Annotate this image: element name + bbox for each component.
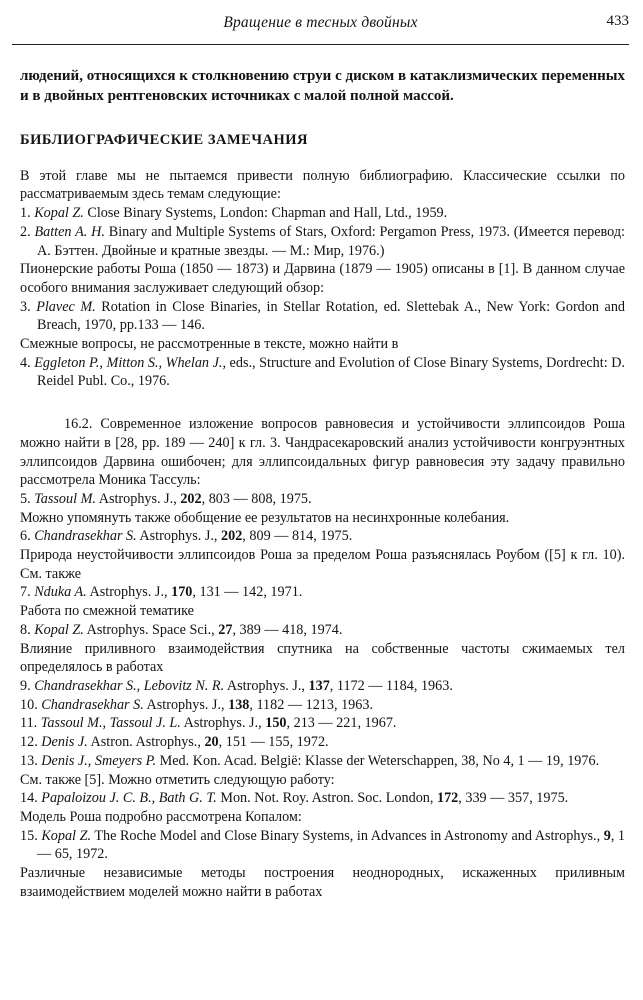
reference-item <box>20 298 625 335</box>
reference-author: Tassoul M. <box>34 490 96 507</box>
reference-item <box>20 789 625 808</box>
spacer <box>20 391 625 415</box>
reference-author: Kopal Z. <box>41 827 92 844</box>
reference-item <box>20 223 625 260</box>
bibliography-notes <box>20 167 625 902</box>
note-paragraph: Смежные вопросы, не рассмотренные в тексте, можно найти в <box>20 336 399 353</box>
reference-volume: 202 <box>180 490 202 507</box>
reference-number: 9. <box>20 677 31 694</box>
reference-number: 11. <box>20 715 38 732</box>
reference-item <box>20 354 625 391</box>
reference-pages: , 809 — 814, 1975. <box>242 528 353 545</box>
page-header <box>12 10 629 45</box>
reference-volume: 27 <box>218 621 233 638</box>
reference-author: Papaloizou J. C. B., Bath G. T. <box>41 790 217 807</box>
reference-author: Chandrasekhar S. <box>34 528 137 545</box>
reference-source: Med. Kon. Acad. België: Klasse der Weterschappen, 38, No 4, 1 — 19, 1976. <box>156 752 600 769</box>
reference-source: Mon. Not. Roy. Astron. Soc. London, <box>216 790 437 807</box>
reference-source: The Roche Model and Close Binary Systems, in Advances in Astronomy and Astrophys., <box>91 827 604 844</box>
section-heading: БИБЛИОГРАФИЧЕСКИЕ ЗАМЕЧАНИЯ <box>20 132 308 148</box>
reference-author: Plavec M. <box>36 298 96 315</box>
reference-author: Tassoul M., Tassoul J. L. <box>40 715 181 732</box>
reference-volume: 137 <box>308 677 330 694</box>
reference-item <box>20 752 625 771</box>
note-paragraph: Можно упомянуть также обобщение ее результатов на несинхронные колебания. <box>20 509 510 526</box>
note-paragraph: Природа неустойчивости эллипсоидов Роша за пределом Роша разъяснялась Роубом ([5] к гл. 10). См. также <box>20 547 625 582</box>
reference-item <box>20 583 625 602</box>
reference-number: 10. <box>20 696 38 713</box>
note-paragraph: Различные независимые методы построения неоднородных, искаженных приливным взаимодействием моделей можно найти в работах <box>20 865 625 900</box>
reference-number: 2. <box>20 223 31 240</box>
reference-pages: , 213 — 221, 1967. <box>286 715 397 732</box>
reference-number: 14. <box>20 790 38 807</box>
reference-pages: , 1172 — 1184, 1963. <box>329 677 453 694</box>
note-paragraph: Модель Роша подробно рассмотрена Копалом: <box>20 808 302 825</box>
reference-source: Astrophys. J., <box>95 490 181 507</box>
reference-source: Astrophys. J., <box>180 715 266 732</box>
reference-number: 13. <box>20 752 38 769</box>
reference-source: Rotation in Close Binaries, in Stellar Rotation, ed. Slettebak A., New York: Gordon and Breach, 1970, pp.133 — 146. <box>37 298 626 334</box>
reference-source: Astrophys. J., <box>143 696 229 713</box>
reference-author: Kopal Z. <box>34 621 84 638</box>
reference-source: Astron. Astrophys., <box>87 734 205 751</box>
note-paragraph: Влияние приливного взаимодействия спутника на собственные частоты сжимаемых тел определялось в работах <box>20 640 625 676</box>
reference-number: 1. <box>20 205 31 222</box>
reference-number: 5. <box>20 490 31 507</box>
reference-number: 6. <box>20 528 31 545</box>
reference-volume: 9 <box>603 827 611 844</box>
reference-number: 3. <box>20 298 31 315</box>
reference-source: Close Binary Systems, London: Chapman and Hall, Ltd., 1959. <box>83 205 448 222</box>
reference-item <box>20 677 625 696</box>
page-body <box>20 66 625 901</box>
reference-item <box>20 714 625 733</box>
reference-author: Eggleton P., Mitton S., Whelan J. <box>34 354 223 371</box>
reference-pages: , 339 — 357, 1975. <box>458 790 569 807</box>
reference-number: 8. <box>20 621 31 638</box>
reference-author: Nduka A. <box>34 584 87 601</box>
reference-author: Batten A. H. <box>34 223 105 240</box>
reference-pages: , 389 — 418, 1974. <box>232 621 343 638</box>
reference-source: Astrophys. J., <box>224 677 309 694</box>
reference-volume: 170 <box>171 584 193 601</box>
reference-source: , eds., Structure and Evolution of Close Binary Systems, Dordrecht: D. Reidel Publ. Co., 1976. <box>37 354 625 390</box>
note-paragraph: 16.2. Современное изложение вопросов равновесия и устойчивости эллипсоидов Роша можно найти в [28, pp. 189 — 240] к гл. 3. Чандрасекаровский анализ устойчивости конгруэнтных эллипсоидов Дарвина ошибочен; для эллипсоидальных фигур равновесия эту задачу правильно рассмотрела Моника Тассуль: <box>20 416 625 489</box>
reference-author: Chandrasekhar S. <box>41 696 144 713</box>
reference-author: Chandrasekhar S., Lebovitz N. R. <box>34 677 225 694</box>
note-paragraph: См. также [5]. Можно отметить следующую работу: <box>20 771 335 788</box>
reference-volume: 20 <box>204 734 219 751</box>
reference-number: 4. <box>20 354 31 371</box>
note-paragraph: Работа по смежной тематике <box>20 603 194 620</box>
reference-volume: 150 <box>265 715 287 732</box>
reference-volume: 138 <box>228 696 250 713</box>
reference-item <box>20 490 625 509</box>
note-paragraph: Пионерские работы Роша (1850 — 1873) и Дарвина (1879 — 1905) описаны в [1]. В данном случае особого внимания заслуживает следующий обзор: <box>20 261 625 296</box>
reference-volume: 202 <box>221 528 243 545</box>
reference-volume: 172 <box>436 790 459 807</box>
reference-author: Denis J., Smeyers P. <box>41 752 157 769</box>
reference-pages: , 151 — 155, 1972. <box>218 734 329 751</box>
reference-item <box>20 827 625 864</box>
running-title: Вращение в тесных двойных <box>223 14 418 31</box>
reference-source: Astrophys. J., <box>86 584 172 601</box>
reference-pages: , 1182 — 1213, 1963. <box>249 696 374 713</box>
reference-pages: , 131 — 142, 1971. <box>192 584 303 601</box>
reference-item <box>20 527 625 546</box>
lead-paragraph: людений, относящихся к столкновению струи с диском в катаклизмических переменных и в двойных рентгеновских источниках с малой полной массой. <box>20 68 625 104</box>
reference-item <box>20 733 625 752</box>
reference-item <box>20 204 625 223</box>
reference-source: Binary and Multiple Systems of Stars, Oxford: Pergamon Press, 1973. (Имеется перевод: А. Бэттен. Двойные и кратные звезды. — М.: Мир, 1976.) <box>37 223 625 259</box>
reference-number: 15. <box>20 827 38 844</box>
note-paragraph: В этой главе мы не пытаемся привести полную библиографию. Классические ссылки по рассматриваемым здесь темам следующие: <box>20 167 625 203</box>
reference-source: Astrophys. J., <box>136 528 222 545</box>
reference-author: Kopal Z. <box>34 205 84 222</box>
reference-item <box>20 696 625 715</box>
reference-pages: , 1 — 65, 1972. <box>37 827 626 863</box>
page-number: 433 <box>606 13 629 29</box>
reference-item <box>20 621 625 640</box>
reference-number: 7. <box>20 584 31 601</box>
reference-source: Astrophys. Space Sci., <box>83 621 219 638</box>
reference-author: Denis J. <box>41 734 88 751</box>
reference-number: 12. <box>20 734 38 751</box>
reference-pages: , 803 — 808, 1975. <box>201 490 312 507</box>
